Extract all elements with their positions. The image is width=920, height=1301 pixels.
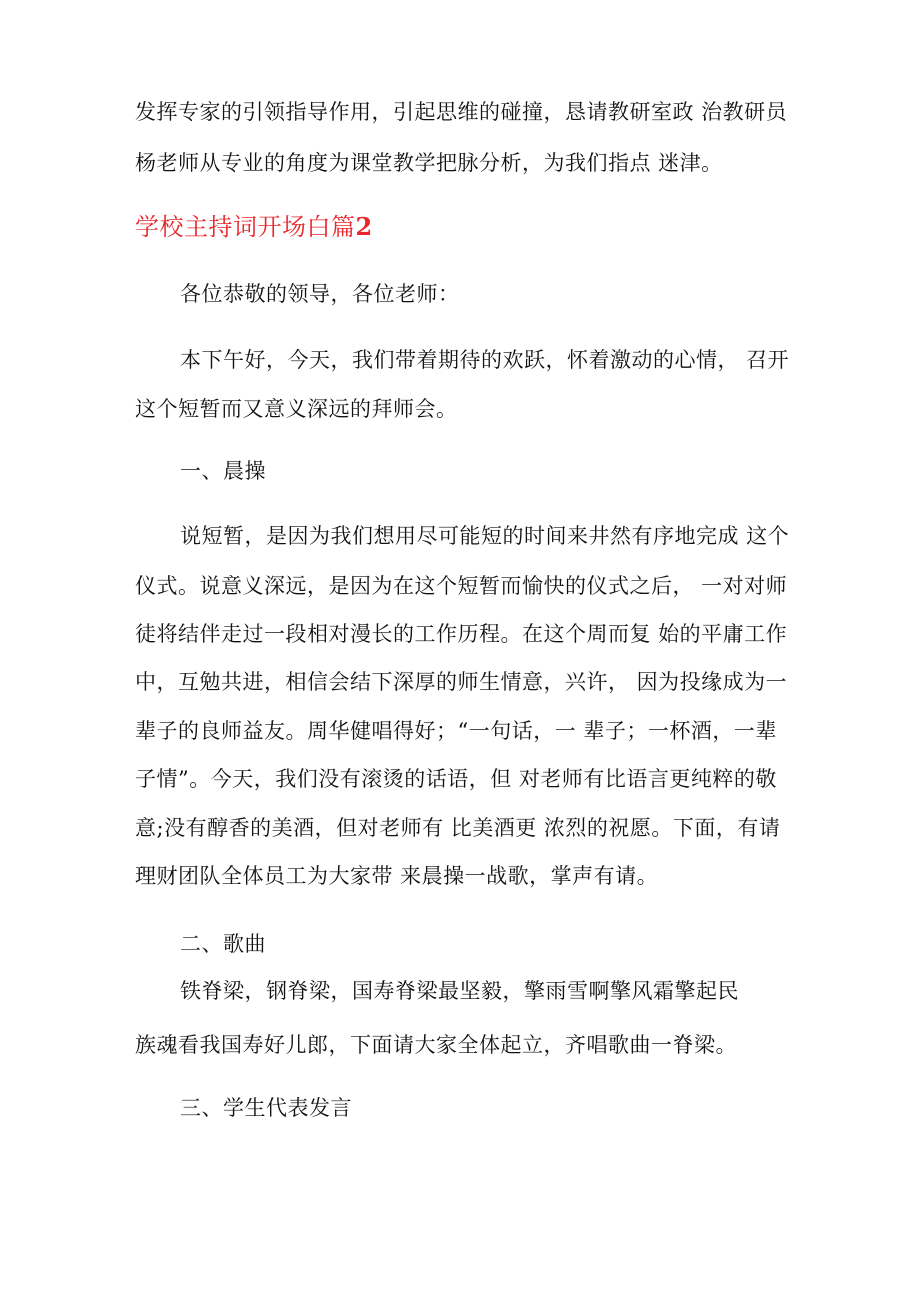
para2-line-6: 子情”。今天，我们没有滚烫的话语，但 对老师有比语言更纯粹的敬 xyxy=(135,767,777,791)
para2-line-5: 辈子的良师益友。周华健唱得好；“一句话，一 辈子；一杯酒，一辈 xyxy=(135,719,777,743)
para2-line-7: 意;没有醇香的美酒，但对老师有 比美酒更 浓烈的祝愿。下面，有请 xyxy=(135,816,781,840)
section-title-1: 一、晨操 xyxy=(180,459,266,483)
heading-number: 2 xyxy=(355,212,373,241)
para2-line-4: 中，互勉共进，相信会结下深厚的师生情意，兴许， 因为投缘成为一 xyxy=(135,670,788,694)
para1-line-2: 这个短暂而又意义深远的拜师会。 xyxy=(135,397,458,421)
para1-line-1: 本下午好，今天，我们带着期待的欢跃，怀着激动的心情， 召开 xyxy=(180,348,790,372)
greeting: 各位恭敬的领导，各位老师： xyxy=(180,282,460,306)
para2-line-8: 理财团队全体员工为大家带 来晨操一战歌，掌声有请。 xyxy=(135,864,659,888)
intro-line-1: 发挥专家的引领指导作用，引起思维的碰撞，恳请教研室政 治教研员 xyxy=(135,100,788,124)
para2-line-1: 说短暂，是因为我们想用尽可能短的时间来井然有序地完成 这个 xyxy=(180,524,790,548)
section-title-3: 三、学生代表发言 xyxy=(180,1096,352,1120)
section-heading xyxy=(135,212,373,242)
para3-line-1: 铁脊梁，钢脊梁，国寿脊梁最坚毅，擎雨雪啊擎风霜擎起民 xyxy=(180,979,739,1003)
intro-line-2: 杨老师从专业的角度为课堂教学把脉分析，为我们指点 迷津。 xyxy=(135,151,723,175)
heading-text: 学校主持词开场白篇 xyxy=(135,213,356,241)
para2-line-3: 徒将结伴走过一段相对漫长的工作历程。在这个周而复 始的平庸工作 xyxy=(135,622,788,646)
section-title-2: 二、歌曲 xyxy=(180,932,266,956)
para3-line-2: 族魂看我国寿好儿郎，下面请大家全体起立，齐唱歌曲一脊梁。 xyxy=(135,1033,737,1057)
para2-line-2: 仪式。说意义深远，是因为在这个短暂而愉快的仪式之后， 一对对师 xyxy=(135,574,788,598)
